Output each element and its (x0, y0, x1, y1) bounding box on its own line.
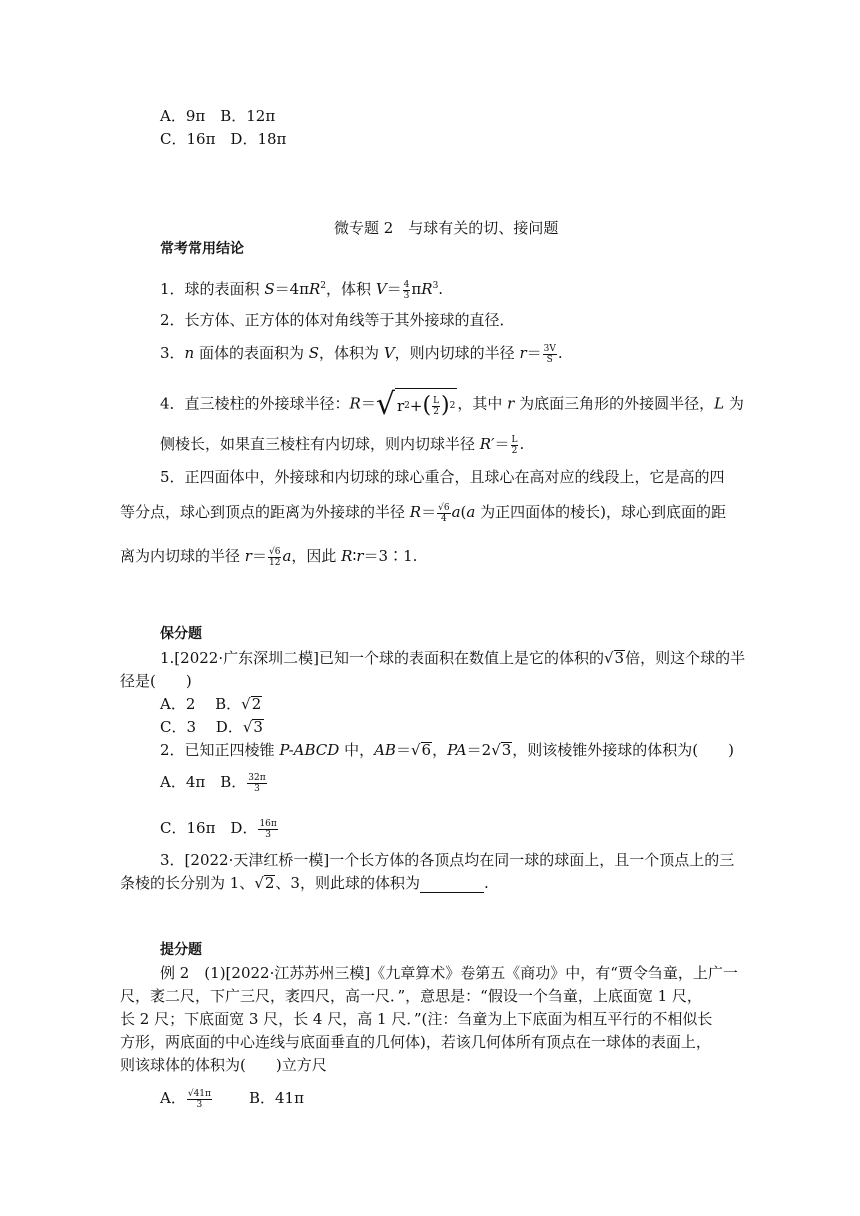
example-2-line-1: 例 2 (1)[2022·江苏苏州三模]《九章算术》卷第五《商功》中，有“贾令刍童，上广一 (160, 964, 738, 982)
example-2-line-5: 则该球体的体积为( )立方尺 (120, 1056, 327, 1074)
fraction-l-2: $\frac{L}{2}$ (511, 434, 518, 456)
question-1-cont: 径是( ) (120, 672, 192, 690)
example-2-line-4: 方形，两底面的中心连线与底面垂直的几何体)，若该几何体所有顶点在一球体的表面上， (120, 1033, 711, 1051)
question-1: 1.[2022·广东深圳二模]已知一个球的表面积在数值上是它的体积的√3倍，则这个球的半 (160, 649, 746, 667)
answer-blank (420, 878, 484, 893)
fraction-16pi-3: $\frac{16\pi}{3}$ (259, 818, 277, 840)
conclusion-5-line-1: 5．正四面体中，外接球和内切球的球心重合，且球心在高对应的线段上，它是高的四 (160, 468, 725, 486)
option-line-cd: C．16π D．18π (160, 130, 287, 148)
question-1-options-ab: A．2 B．√2 (160, 695, 262, 713)
conclusion-2: 2．长方体、正方体的体对角线等于其外接球的直径． (160, 311, 515, 329)
heading-conclusions: 常考常用结论 (160, 241, 244, 257)
radical-formula: √ r 2 + ( L 2 ) 2 (375, 386, 456, 422)
conclusion-4-cont: 侧棱长，如果直三棱柱有内切球，则内切球半径 R′＝ $\frac{L}{2}$ . (160, 434, 525, 456)
question-2-options-ab: A．4π B． $\frac{32\pi}{3}$ (160, 772, 266, 794)
question-2-options-cd: C．16π D． $\frac{16\pi}{3}$ (160, 818, 277, 840)
question-3: 3．[2022·天津红桥一模]一个长方体的各顶点均在同一球的球面上，且一个顶点上的三 (160, 851, 735, 869)
conclusion-4: 4．直三棱柱的外接球半径：R＝ √ r 2 + ( L 2 ) 2 ，其中 r 为底面三角形的外接圆半径，L 为 (160, 386, 744, 422)
fraction-sqrt6-4: $\frac{√6}{4}$ (438, 502, 450, 524)
section-title: 微专题 2 与球有关的切、接问题 (334, 219, 559, 237)
option-line-ab: A．9π B．12π (160, 107, 276, 125)
fraction-32pi-3: $\frac{32\pi}{3}$ (248, 772, 266, 794)
example-2-options: A． $\frac{√41\pi}{3}$ B．41π (160, 1088, 304, 1110)
fraction-sqrt6-12: $\frac{√6}{12}$ (268, 546, 281, 568)
fraction-4-3: $\frac{4}{3}$ (403, 279, 410, 301)
question-1-options-cd: C．3 D．√3 (160, 718, 263, 736)
heading-advanced: 提分题 (160, 942, 202, 958)
fraction-3v-s: $\frac{3V}{S}$ (543, 343, 556, 365)
example-2-line-2: 尺，袤二尺，下广三尺，袤四尺，高一尺．”，意思是：“假设一个刍童，上底面宽 1 尺， (120, 987, 702, 1005)
question-3-cont: 条棱的长分别为 1、√2、3，则此球的体积为 . (120, 874, 489, 892)
question-2: 2．已知正四棱锥 P-ABCD 中，AB＝√6，PA＝2√3，则该棱锥外接球的体积为( ) (160, 741, 735, 759)
conclusion-1: 1．球的表面积 $S=4\pi R^2$，体积 V＝ $\frac{4}{3}$ $\pi R^3$. (160, 279, 444, 301)
example-2-line-3: 长 2 尺；下底面宽 3 尺，长 4 尺，高 1 尺．”(注：刍童为上下底面为相互平行的不相似长 (120, 1010, 713, 1028)
heading-basic: 保分题 (160, 626, 202, 642)
conclusion-5-line-2: 等分点，球心到顶点的距离为外接球的半径 R＝ $\frac{√6}{4}$ a(a 为正四面体的棱长)，球心到底面的距 (120, 502, 726, 524)
fraction-sqrt41pi-3: $\frac{√41\pi}{3}$ (187, 1088, 211, 1110)
conclusion-5-line-3: 离为内切球的半径 r＝ $\frac{√6}{12}$ a，因此 R∶r＝3∶1. (120, 546, 418, 568)
conclusion-3: 3．n 面体的表面积为 S，体积为 V，则内切球的半径 r＝ $\frac{3V}{S}$ . (160, 343, 563, 365)
